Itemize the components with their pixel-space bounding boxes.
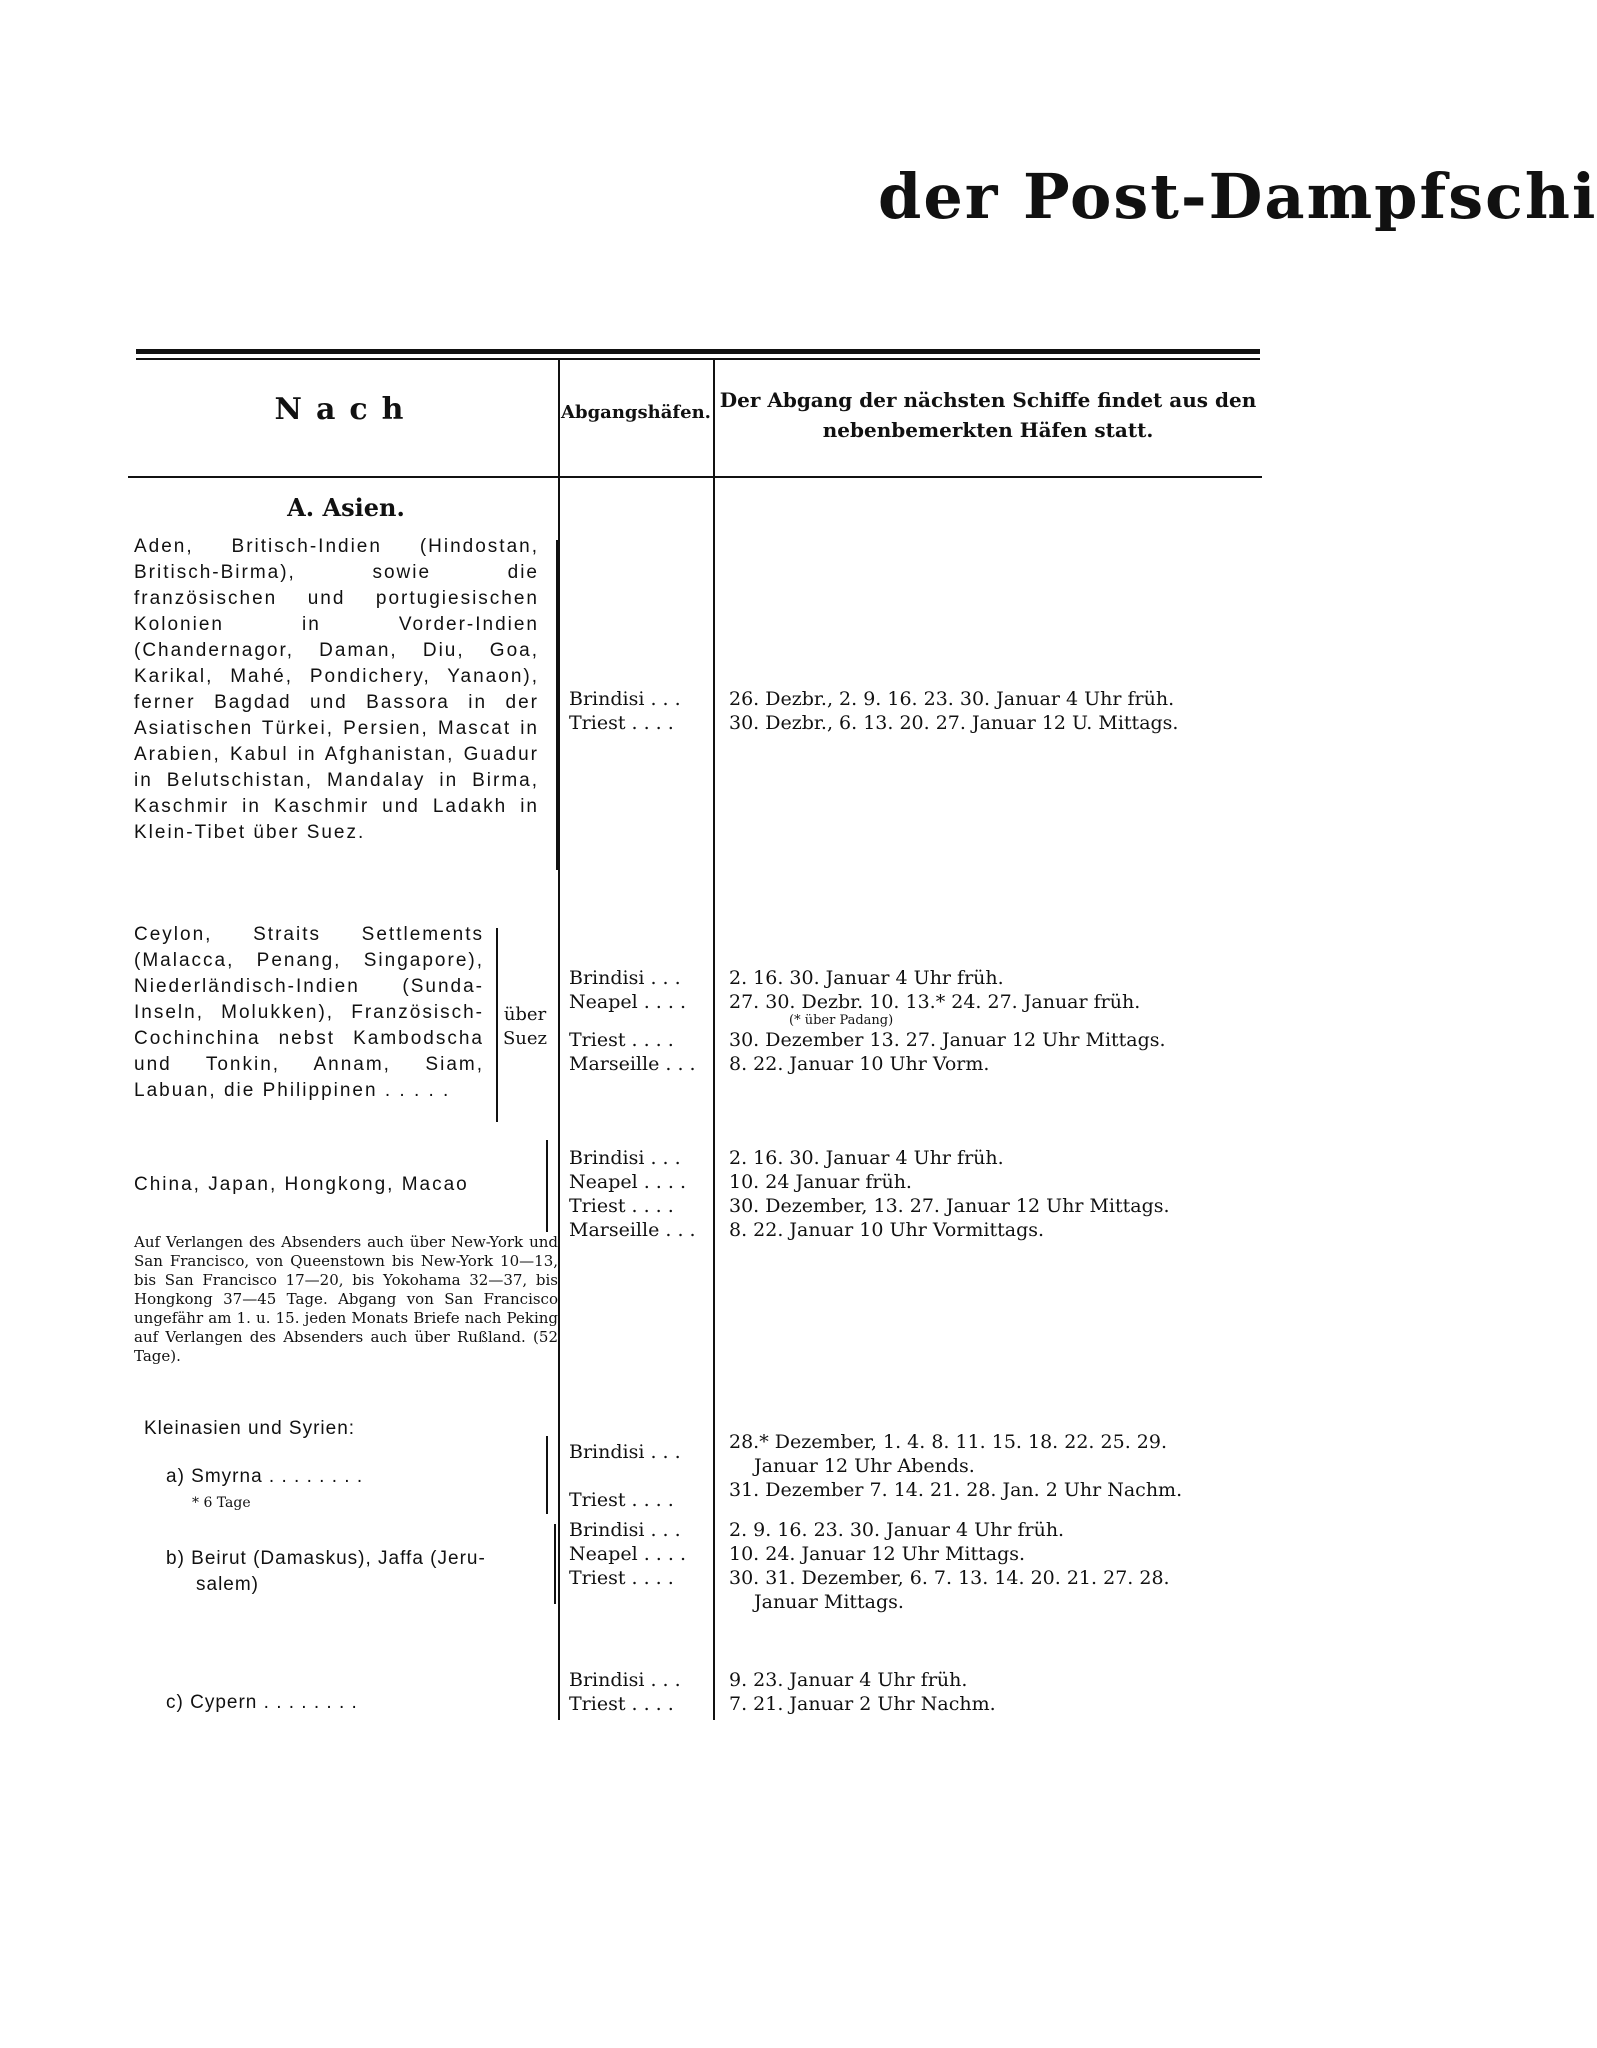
times-china (729, 1146, 1259, 1242)
beirut-label-1: b) Beirut (Damaskus), Jaffa (Jeru- (166, 1548, 486, 1569)
ports-cypern (569, 1668, 709, 1716)
destination-aden: Aden, Britisch-Indien (Hindostan, Britisch-Birma), sowie die französischen und portugiesischen Kolonien in Vorder-Indien (Chandernagor, Daman, Diu, Goa, Karikal, Mahé, Pondichery, Yanaon), ferner Bagdad und Bassora in der Asiatischen Türkei, Persien, Mascat in Arabien, Kabul in Afghanistan, Guadur in Belutschistan, Mandalay in Birma, Kaschmir in Kaschmir und Ladakh in Klein-Tibet über Suez. (134, 536, 539, 843)
time-marseille: 8. 22. Januar 10 Uhr Vorm. (729, 1053, 990, 1075)
port-brindisi: Brindisi . . . (569, 1147, 681, 1169)
time-neapel: 27. 30. Dezbr. 10. 13.* 24. 27. Januar früh. (729, 991, 1141, 1013)
port-neapel: Neapel . . . . (569, 1171, 686, 1193)
column-divider-2 (713, 360, 715, 1720)
smyrna-note: * 6 Tage (192, 1495, 251, 1511)
header-rule (128, 476, 1262, 478)
brace-smyrna (536, 1436, 548, 1514)
top-rule-thin (136, 358, 1260, 360)
port-triest: Triest . . . . (569, 1489, 674, 1511)
time-brindisi-cont: Januar 12 Uhr Abends. (754, 1455, 975, 1477)
ports-china (569, 1146, 709, 1242)
brace-beirut (544, 1524, 556, 1604)
section-title: A. Asien. (287, 493, 405, 522)
port-marseille: Marseille . . . (569, 1053, 696, 1075)
times-beirut (729, 1518, 1259, 1614)
port-triest: Triest . . . . (569, 712, 674, 734)
port-brindisi: Brindisi . . . (569, 1669, 681, 1691)
port-neapel: Neapel . . . . (569, 991, 686, 1013)
destination-china: China, Japan, Hongkong, Macao (134, 1174, 469, 1195)
via-suez: über Suez (502, 1004, 548, 1049)
port-triest: Triest . . . . (569, 1567, 674, 1589)
destination-ceylon: Ceylon, Straits Settlements (Malacca, Penang, Singapore), Niederländisch-Indien (Sunda-Inseln, Molukken), Französisch-Cochinchina nebst Kambodscha und Tonkin, Annam, Siam, Labuan, die Philippinen . . . . . (134, 924, 484, 1101)
brace-ceylon (486, 928, 498, 1122)
port-triest: Triest . . . . (569, 1693, 674, 1715)
times-aden (729, 687, 1259, 735)
brace-aden (546, 540, 558, 870)
port-triest: Triest . . . . (569, 1029, 674, 1051)
cypern-label: c) Cypern . . . . . . . . (166, 1692, 358, 1713)
time-triest: 30. 31. Dezember, 6. 7. 13. 14. 20. 21. 27. 28. (729, 1567, 1170, 1589)
port-brindisi: Brindisi . . . (569, 967, 681, 989)
ports-beirut (569, 1518, 709, 1590)
ports-aden (569, 687, 709, 735)
time-brindisi: 2. 16. 30. Januar 4 Uhr früh. (729, 967, 1004, 989)
column-header-abgangshaefen: Abgangshäfen. (561, 402, 711, 423)
port-triest: Triest . . . . (569, 1195, 674, 1217)
time-triest: 7. 21. Januar 2 Uhr Nachm. (729, 1693, 996, 1715)
time-brindisi: 26. Dezbr., 2. 9. 16. 23. 30. Januar 4 Uhr früh. (729, 688, 1175, 710)
times-ceylon (729, 966, 1259, 1076)
times-cypern (729, 1668, 1259, 1716)
port-neapel: Neapel . . . . (569, 1543, 686, 1565)
column-header-abgang: Der Abgang der nächsten Schiffe findet aus den nebenbemerkten Häfen statt. (719, 388, 1257, 442)
smyrna-label: a) Smyrna . . . . . . . . (166, 1466, 364, 1487)
ports-smyrna (569, 1440, 709, 1512)
time-triest: 30. Dezbr., 6. 13. 20. 27. Januar 12 U. Mittags. (729, 712, 1179, 734)
time-neapel: 10. 24 Januar früh. (729, 1171, 912, 1193)
time-brindisi: 28.* Dezember, 1. 4. 8. 11. 15. 18. 22. 25. 29. (729, 1431, 1167, 1453)
time-triest: 30. Dezember, 13. 27. Januar 12 Uhr Mittags. (729, 1195, 1170, 1217)
brace-china (536, 1140, 548, 1232)
time-neapel: 10. 24. Januar 12 Uhr Mittags. (729, 1543, 1026, 1565)
kleinasien-title: Kleinasien und Syrien: (144, 1418, 356, 1439)
time-triest-cont: Januar Mittags. (754, 1591, 904, 1613)
port-brindisi: Brindisi . . . (569, 688, 681, 710)
china-note: Auf Verlangen des Absenders auch über New-York und San Francisco, von Queenstown bis New-York 10—13, bis San Francisco 17—20, bis Yokohama 32—37, bis Hongkong 37—45 Tage. Abgang von San Francisco ungefähr am 1. u. 15. jeden Monats Briefe nach Peking auf Verlangen des Absenders auch über Rußland. (52 Tage). (134, 1233, 558, 1365)
port-brindisi: Brindisi . . . (569, 1441, 681, 1463)
time-marseille: 8. 22. Januar 10 Uhr Vormittags. (729, 1219, 1045, 1241)
time-note-padang: (* über Padang) (789, 1013, 894, 1028)
times-smyrna (729, 1430, 1259, 1502)
beirut-label-2: salem) (196, 1574, 260, 1595)
time-brindisi: 9. 23. Januar 4 Uhr früh. (729, 1669, 968, 1691)
page-title: der Post-Dampfschi (878, 160, 1597, 233)
time-brindisi: 2. 9. 16. 23. 30. Januar 4 Uhr früh. (729, 1519, 1065, 1541)
top-rule-thick (136, 349, 1260, 354)
column-divider-1 (558, 360, 560, 1720)
time-brindisi: 2. 16. 30. Januar 4 Uhr früh. (729, 1147, 1004, 1169)
time-triest: 30. Dezember 13. 27. Januar 12 Uhr Mittags. (729, 1029, 1166, 1051)
port-marseille: Marseille . . . (569, 1219, 696, 1241)
port-brindisi: Brindisi . . . (569, 1519, 681, 1541)
column-header-nach: Nach (274, 392, 418, 427)
time-triest: 31. Dezember 7. 14. 21. 28. Jan. 2 Uhr Nachm. (729, 1479, 1183, 1501)
ports-ceylon (569, 966, 709, 1076)
